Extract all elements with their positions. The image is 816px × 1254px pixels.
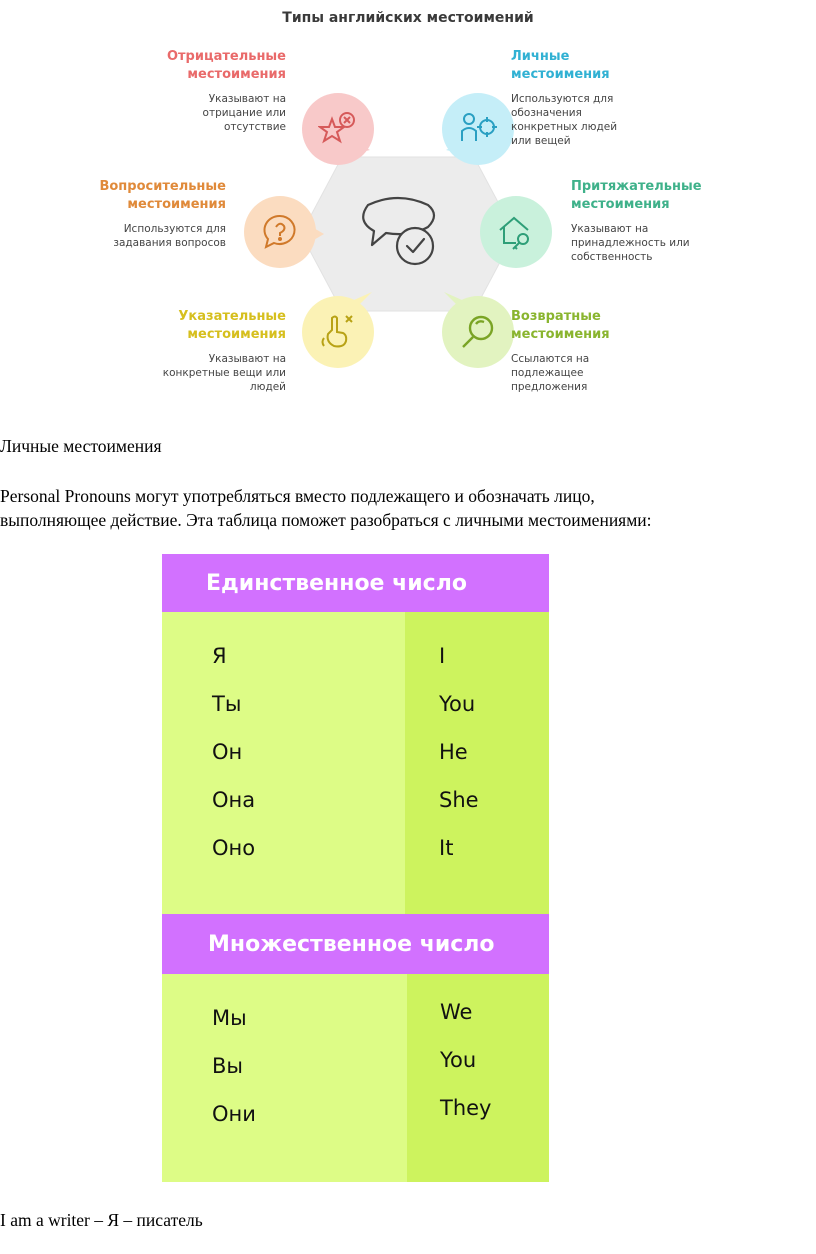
demonstrative-label xyxy=(100,308,286,394)
interrogative-bubble xyxy=(244,196,316,268)
interrogative-title-2: местоимения xyxy=(127,197,226,212)
demonstrative-desc-3: людей xyxy=(249,381,286,393)
reflexive-bubble xyxy=(442,296,514,368)
singular-en-2: You xyxy=(439,692,476,716)
singular-right-col xyxy=(405,612,549,914)
negative-desc-3: отсутствие xyxy=(223,121,286,133)
reflexive-desc-2: подлежащее xyxy=(511,367,584,379)
singular-en-4: She xyxy=(439,788,479,812)
singular-en-1: I xyxy=(439,644,446,668)
plural-en-2: You xyxy=(440,1048,477,1072)
pointing-hand-icon xyxy=(318,312,358,352)
personal-bubble xyxy=(442,93,514,165)
plural-ru-2: Вы xyxy=(212,1054,243,1078)
singular-header: Единственное число xyxy=(162,554,549,612)
plural-right-col xyxy=(407,974,549,1182)
plural-left-col xyxy=(162,974,407,1182)
negative-desc-1: Указывают на xyxy=(208,93,286,105)
plural-ru-3: Они xyxy=(212,1102,256,1126)
plural-en-3: They xyxy=(440,1096,492,1120)
personal-desc-4: или вещей xyxy=(511,135,571,147)
possessive-desc-2: принадлежность или xyxy=(571,237,690,249)
person-target-icon xyxy=(458,109,498,149)
paragraph-line-2: выполняющее действие. Эта таблица поможет разобраться с личными местоимениями: xyxy=(0,510,652,530)
negative-title-2: местоимения xyxy=(187,67,286,82)
reflexive-desc-3: предложения xyxy=(511,381,588,393)
paragraph-line-1: Personal Pronouns могут употребляться вместо подлежащего и обозначать лицо, xyxy=(0,486,595,506)
magnifier-icon xyxy=(458,312,498,352)
reflexive-label xyxy=(511,308,711,394)
negative-desc-2: отрицание или xyxy=(202,107,286,119)
section-heading: Личные местоимения xyxy=(0,436,162,456)
personal-label xyxy=(511,48,711,148)
possessive-label xyxy=(571,178,771,264)
demonstrative-title: Указательные xyxy=(178,309,286,324)
plural-ru-1: Мы xyxy=(212,1006,247,1030)
interrogative-title: Вопросительные xyxy=(99,179,226,194)
singular-en-5: It xyxy=(439,836,454,860)
example-sentence: I am a writer – Я – писатель xyxy=(0,1210,203,1230)
interrogative-desc-1: Используются для xyxy=(123,223,226,235)
possessive-bubble xyxy=(480,196,552,268)
possessive-title: Притяжательные xyxy=(571,179,702,194)
question-bubble-icon xyxy=(260,212,300,252)
negative-label xyxy=(100,48,286,134)
possessive-title-2: местоимения xyxy=(571,197,670,212)
demonstrative-desc-1: Указывают на xyxy=(208,353,286,365)
house-key-icon xyxy=(496,212,536,252)
reflexive-title-2: местоимения xyxy=(511,327,610,342)
singular-left-col xyxy=(162,612,405,914)
personal-desc-3: конкретных людей xyxy=(511,121,618,133)
negative-title: Отрицательные xyxy=(166,49,286,64)
reflexive-desc-1: Ссылаются на xyxy=(511,353,590,365)
singular-ru-1: Я xyxy=(212,644,227,668)
plural-header: Множественное число xyxy=(162,914,549,974)
singular-ru-4: Она xyxy=(212,788,256,812)
personal-title: Личные xyxy=(511,49,570,64)
personal-desc-2: обозначения xyxy=(511,107,582,119)
singular-ru-2: Ты xyxy=(212,692,242,716)
interrogative-desc-2: задавания вопросов xyxy=(113,237,226,249)
singular-ru-3: Он xyxy=(212,740,243,764)
possessive-desc-3: собственность xyxy=(571,251,653,263)
reflexive-title: Возвратные xyxy=(511,309,601,324)
interrogative-label xyxy=(40,178,226,250)
demonstrative-title-2: местоимения xyxy=(187,327,286,342)
personal-title-2: местоимения xyxy=(511,67,610,82)
personal-desc-1: Используются для xyxy=(511,93,614,105)
demonstrative-desc-2: конкретные вещи или xyxy=(162,367,286,379)
possessive-desc-1: Указывают на xyxy=(571,223,649,235)
star-x-icon xyxy=(318,109,358,149)
plural-en-1: We xyxy=(440,1000,473,1024)
negative-bubble xyxy=(302,93,374,165)
singular-en-3: He xyxy=(439,740,468,764)
pronoun-table xyxy=(162,554,549,1182)
singular-ru-5: Оно xyxy=(212,836,256,860)
diagram-title: Типы английских местоимений xyxy=(282,10,534,26)
demonstrative-bubble xyxy=(302,296,374,368)
